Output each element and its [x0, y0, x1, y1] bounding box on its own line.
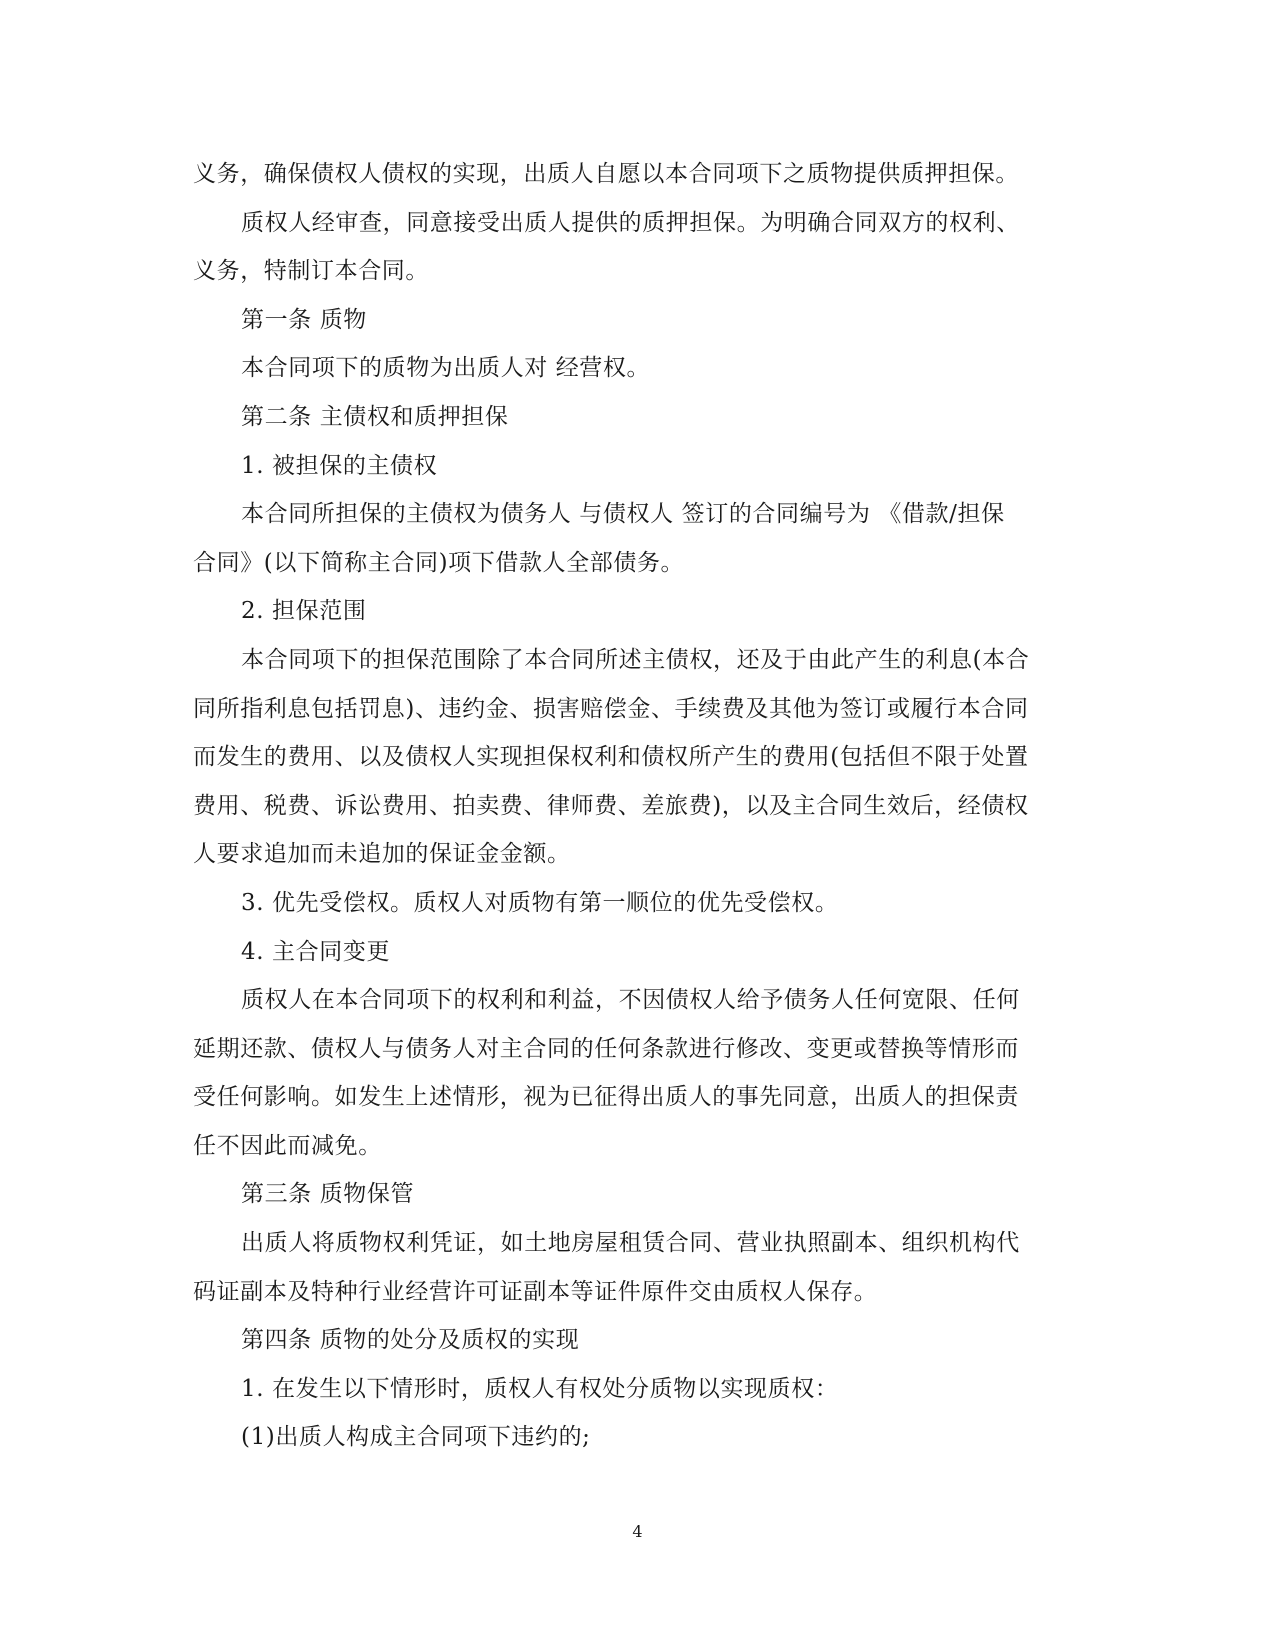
text-line: 合同》(以下简称主合同)项下借款人全部债务。 — [193, 549, 685, 576]
text-line: (1)出质人构成主合同项下违约的; — [241, 1424, 591, 1451]
clause-heading: 1. 被担保的主债权 — [241, 452, 438, 479]
text-line: 受任何影响。如发生上述情形，视为已征得出质人的事先同意，出质人的担保责 — [193, 1084, 1019, 1111]
text-line: 质权人在本合同项下的权利和利益，不因债权人给予债务人任何宽限、任何 — [241, 987, 1020, 1014]
text-line: 码证副本及特种行业经营许可证副本等证件原件交由质权人保存。 — [193, 1278, 878, 1305]
clause-heading: 1. 在发生以下情形时，质权人有权处分质物以实现质权： — [241, 1375, 839, 1402]
article-heading: 第二条 主债权和质押担保 — [241, 403, 509, 430]
text-line: 人要求追加而未追加的保证金金额。 — [193, 841, 571, 868]
text-line: 本合同所担保的主债权为债务人 与债权人 签订的合同编号为 《借款/担保 — [241, 501, 1005, 528]
article-heading: 第四条 质物的处分及质权的实现 — [241, 1327, 580, 1354]
clause-heading: 4. 主合同变更 — [241, 938, 391, 965]
document-body — [193, 150, 1083, 1462]
article-heading: 第三条 质物保管 — [241, 1181, 415, 1208]
text-line: 费用、税费、诉讼费用、拍卖费、律师费、差旅费)，以及主合同生效后，经债权 — [193, 792, 1029, 819]
text-line: 延期还款、债权人与债务人对主合同的任何条款进行修改、变更或替换等情形而 — [193, 1035, 1019, 1062]
page-number: 4 — [632, 1522, 643, 1541]
text-line: 出质人将质物权利凭证，如土地房屋租赁合同、营业执照副本、组织机构代 — [241, 1230, 1020, 1257]
text-line: 义务，特制订本合同。 — [193, 258, 429, 285]
text-line: 义务，确保债权人债权的实现，出质人自愿以本合同项下之质物提供质押担保。 — [193, 161, 1019, 187]
clause-heading: 2. 担保范围 — [241, 598, 367, 625]
text-line: 而发生的费用、以及债权人实现担保权利和债权所产生的费用(包括但不限于处置 — [193, 744, 1029, 771]
text-line: 本合同项下的担保范围除了本合同所述主债权，还及于由此产生的利息(本合 — [241, 646, 1030, 673]
text-line: 任不因此而减免。 — [193, 1132, 382, 1159]
text-line: 本合同项下的质物为出质人对 经营权。 — [241, 355, 651, 382]
text-line: 质权人经审查，同意接受出质人提供的质押担保。为明确合同双方的权利、 — [241, 209, 1020, 236]
article-heading: 第一条 质物 — [241, 306, 367, 333]
clause-heading: 3. 优先受偿权。质权人对质物有第一顺位的优先受偿权。 — [241, 889, 839, 916]
text-line: 同所指利息包括罚息)、违约金、损害赔偿金、手续费及其他为签订或履行本合同 — [193, 695, 1029, 722]
